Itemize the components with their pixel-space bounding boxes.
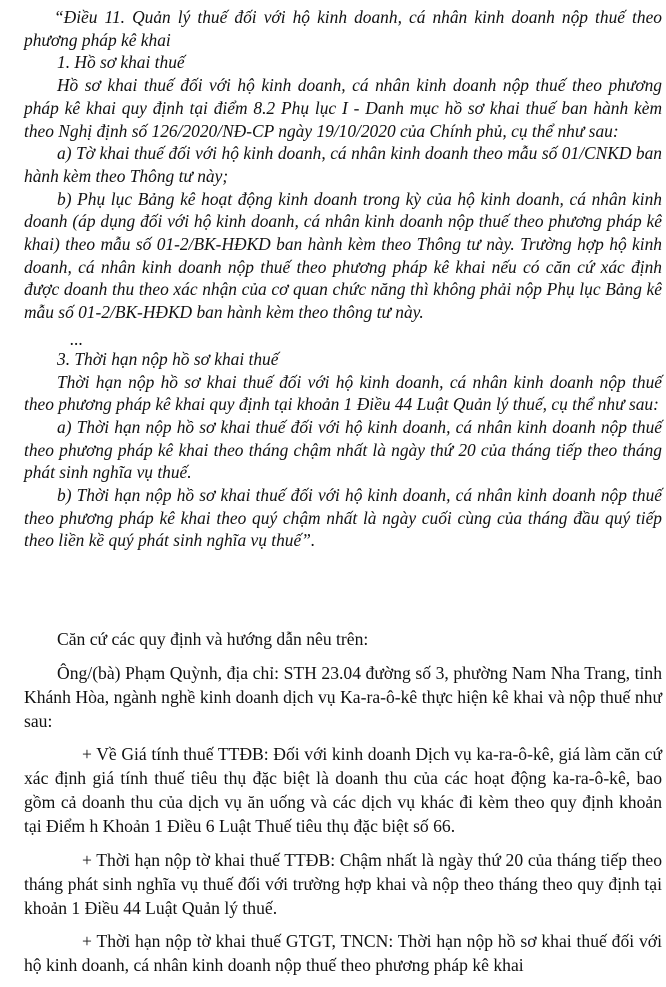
article-title: “Điều 11. Quản lý thuế đối với hộ kinh doanh, cá nhân kinh doanh nộp thuế theo phương pháp kê khai — [24, 7, 662, 50]
section-3-item-b: b) Thời hạn nộp hồ sơ khai thuế đối với hộ kinh doanh, cá nhân kinh doanh nộp thuế theo phương pháp kê khai theo quý chậm nhất là ngày cuối cùng của tháng đầu quý tiếp theo liền kề quý phát sinh nghĩa vụ thuế”. — [24, 485, 662, 551]
bullet-gtgt-deadline: + Thời hạn nộp tờ khai thuế GTGT, TNCN: Thời hạn nộp hồ sơ khai thuế đối với hộ kinh doanh, cá nhân kinh doanh nộp thuế theo phương pháp kê khai — [24, 931, 662, 975]
section-3-item-a: a) Thời hạn nộp hồ sơ khai thuế đối với hộ kinh doanh, cá nhân kinh doanh nộp thuế theo phương pháp kê khai theo tháng chậm nhất là ngày thứ 20 của tháng tiếp theo tháng phát sinh nghĩa vụ thuế. — [24, 416, 662, 483]
section-1-heading: 1. Hồ sơ khai thuế — [57, 52, 185, 73]
section-1-intro: Hồ sơ khai thuế đối với hộ kinh doanh, cá nhân kinh doanh nộp thuế theo phương pháp kê khai quy định tại điểm 8.2 Phụ lục I - Danh mục hồ sơ khai thuế ban hành kèm theo Nghị định số 126/2020/NĐ-CP ngày 19/10/2020 của Chính phủ, cụ thể như sau: — [24, 75, 662, 141]
basis-paragraph: Căn cứ các quy định và hướng dẫn nêu trên: — [57, 629, 369, 649]
guidance-body — [24, 627, 662, 987]
section-1-item-b: b) Phụ lục Bảng kê hoạt động kinh doanh trong kỳ của hộ kinh doanh, cá nhân kinh doanh (áp dụng đối với hộ kinh doanh, cá nhân kinh doanh nộp thuế theo phương pháp kê khai) theo mẫu số 01-2/BK-HĐKD ban hành kèm theo Thông tư này. Trường hợp hộ kinh doanh, cá nhân kinh doanh nộp thuế theo phương pháp kê khai nếu có căn cứ xác định được doanh thu theo xác nhận của cơ quan chức năng thì không phải nộp Phụ lục Bảng kê mẫu số 01-2/BK-HĐKD ban hành kèm theo thông tư này. — [24, 188, 662, 323]
bullet-price-basis: + Về Giá tính thuế TTĐB: Đối với kinh doanh Dịch vụ ka-ra-ô-kê, giá làm căn cứ xác định giá tính thuế tiêu thụ đặc biệt là doanh thu của các hoạt động ka-ra-ô-kê, bao gồm cả doanh thu của dịch vụ ăn uống và các dịch vụ khác đi kèm theo quy định khoản tại Điểm h Khoản 1 Điều 6 Luật Thuế tiêu thụ đặc biệt số 66. — [24, 744, 662, 836]
section-1-item-a: a) Tờ khai thuế đối với hộ kinh doanh, cá nhân kinh doanh theo mẫu số 01/CNKD ban hành kèm theo Thông tư này; — [24, 143, 662, 186]
section-3-intro: Thời hạn nộp hồ sơ khai thuế đối với hộ kinh doanh, cá nhân kinh doanh nộp thuế theo phương pháp kê khai quy định tại khoản 1 Điều 44 Luật Quản lý thuế, cụ thể như sau: — [24, 371, 662, 415]
quoted-article-11 — [24, 6, 662, 552]
omission-ellipsis: ... — [70, 328, 84, 349]
bullet-ttdb-deadline: + Thời hạn nộp tờ khai thuế TTĐB: Chậm nhất là ngày thứ 20 của tháng tiếp theo tháng phát sinh nghĩa vụ thuế đối với trường hợp khai và nộp theo tháng theo quy định tại khoản 1 Điều 44 Luật Quản lý thuế. — [24, 849, 662, 918]
section-3-heading: 3. Thời hạn nộp hồ sơ khai thuế — [57, 348, 279, 369]
taxpayer-paragraph: Ông/(bà) Phạm Quỳnh, địa chỉ: STH 23.04 đường số 3, phường Nam Nha Trang, tỉnh Khánh Hòa, ngành nghề kinh doanh dịch vụ Ka-ra-ô-kê thực hiện kê khai và nộp thuế như sau: — [24, 662, 662, 731]
